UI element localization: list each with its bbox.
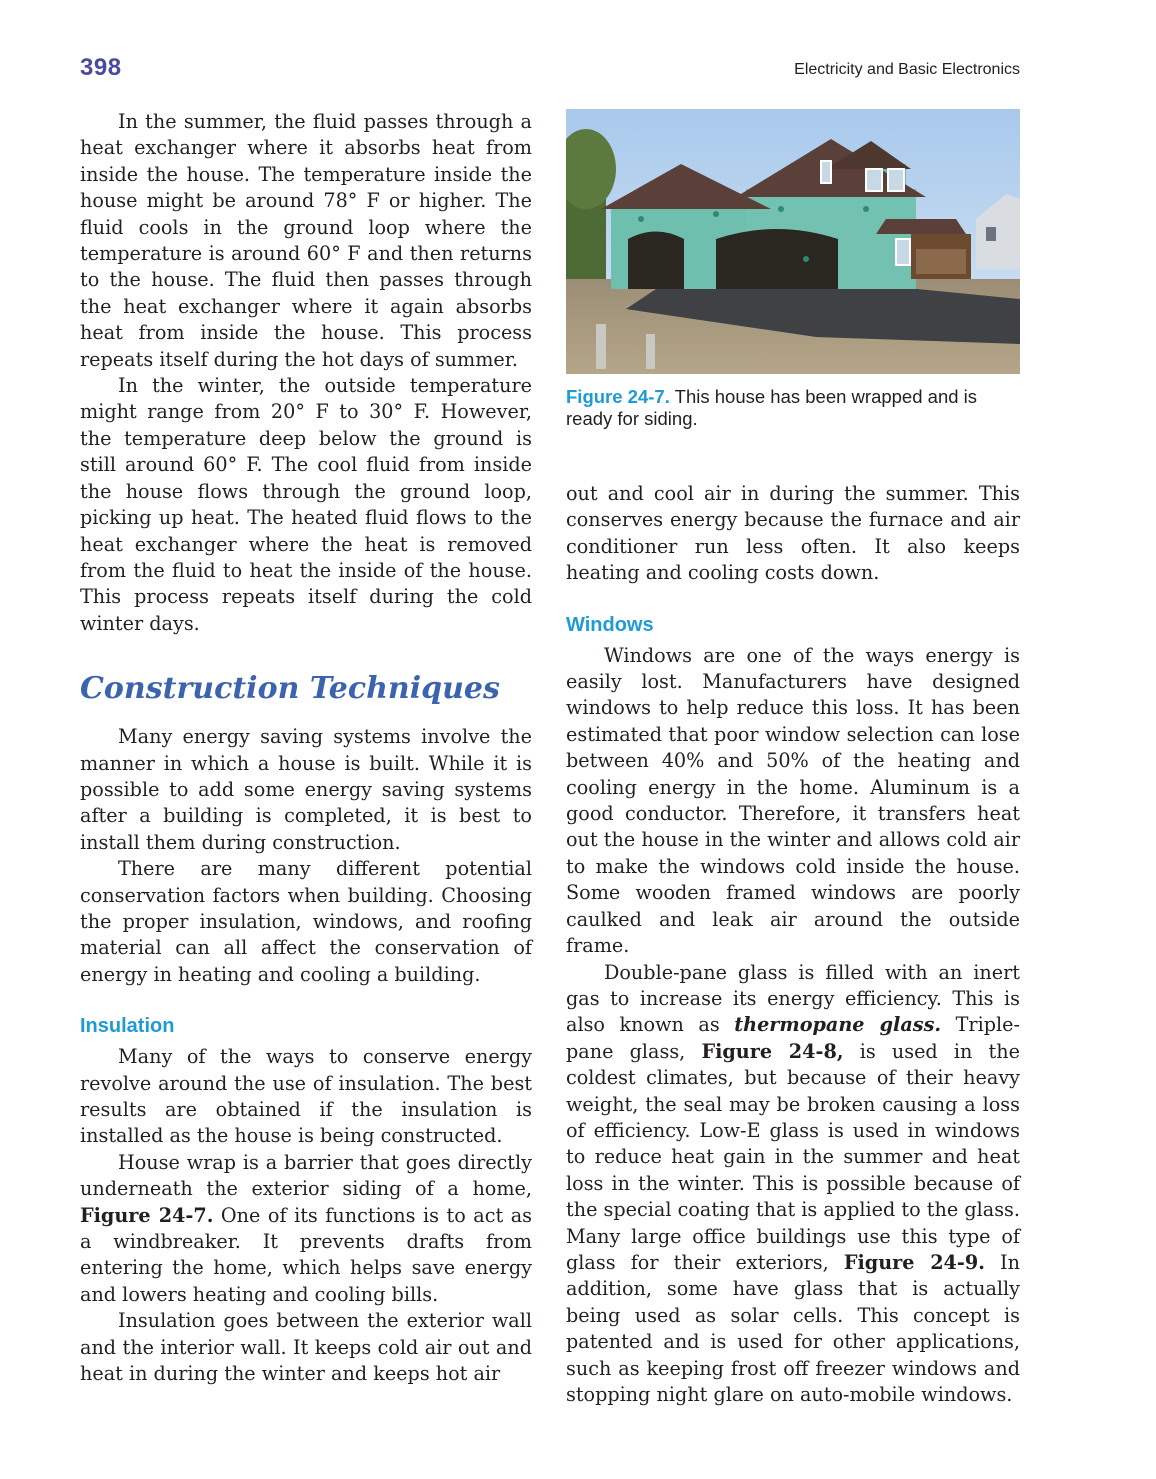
figure-label: Figure 24-7. [566, 386, 670, 407]
paragraph-house-wrap [80, 1150, 532, 1308]
right-column [566, 109, 1020, 1408]
paragraph-insulation: Many of the ways to conserve energy revolve around the use of insulation. The best results are obtained if the insulation is installed as the house is being constructed. [80, 1045, 532, 1148]
term-thermopane: thermopane glass. [734, 1013, 942, 1037]
running-head: Electricity and Basic Electronics [794, 61, 1020, 78]
figure-reference-24-8: Figure 24-8, [701, 1039, 844, 1063]
paragraph-conservation-factors: There are many different potential conservation factors when building. Choosing the proper insulation, windows, and roofing material can all affect the conservation of energy in heating and cooling a building. [80, 857, 532, 986]
paragraph-construction-intro: Many energy saving systems involve the manner in which a house is built. While it is possible to add some energy saving systems after a building is completed, it is best to install them during construction. [80, 725, 532, 854]
figure-reference-24-9: Figure 24-9. [843, 1250, 985, 1274]
paragraph-insulation-walls: Insulation goes between the exterior wall and the interior wall. It keeps cold air out and heat in during the winter and keeps hot air [80, 1309, 532, 1386]
figure-reference: Figure 24-7. [80, 1203, 214, 1227]
paragraph-windows: Windows are one of the ways energy is easily lost. Manufacturers have designed windows to help reduce this loss. It has been estimated that poor window selection can lose between 40% and 50% of the heating and cooling energy in the home. Aluminum is a good conductor. Therefore, it transfers heat out the house in the winter and allows cold air to make the windows cold inside the house. Some wooden framed windows are poorly caulked and leak air around the outside frame. [566, 643, 1020, 958]
paragraph-continued: out and cool air in during the summer. This conserves energy because the furnace and air conditioner run less often. It also keeps heating and cooling costs down. [566, 482, 1020, 585]
page-number: 398 [80, 54, 122, 81]
double-pane-text-b: Triple-pane glass, [566, 1013, 1021, 1063]
windows-heading: Windows [566, 613, 654, 636]
figure-caption-text: This house has been wrapped and is ready for siding. [566, 386, 978, 429]
paragraph-summer: In the summer, the fluid passes through a heat exchanger where it absorbs heat from inside the house. The temperature inside the house might be around 78° F or higher. The fluid cools in the ground loop where the temperature is around 60° F and then returns to the house. The fluid then passes through the heat exchanger where it again absorbs heat from inside the house. This process repeats itself during the hot days of summer. [80, 110, 532, 371]
figure-caption [566, 386, 1020, 430]
left-column [80, 109, 532, 1387]
paragraph-double-pane [566, 960, 1020, 1409]
right-text-block [566, 481, 1020, 1408]
double-pane-text-c: is used in the coldest climates, but because of their heavy weight, the seal may be broken causing a loss of efficiency. Low-E glass is used in windows to reduce heat gain in the summer and heat loss in the winter. This is possible because of the special coating that is applied to the glass. Many large office buildings use this type of glass for their exteriors, [566, 1039, 1020, 1274]
house-wrap-text-b: One of its functions is to act as a windbreaker. It prevents drafts from entering the home, which helps save energy and lowers heating and cooling bills. [80, 1203, 532, 1306]
double-pane-text-a: Double-pane glass is filled with an inert gas to increase its energy efficiency. This is also known as [566, 960, 1020, 1037]
figure-photo-house [566, 109, 1020, 374]
section-title: Construction Techniques [80, 671, 500, 707]
insulation-heading: Insulation [80, 1015, 175, 1038]
house-wrap-text-a: House wrap is a barrier that goes directly underneath the exterior siding of a home, [80, 1150, 532, 1201]
double-pane-text-d: In addition, some have glass that is actually being used as solar cells. This concept is patented and is used for other applications, such as keeping frost off freezer windows and stopping night glare on auto-mobile windows. [566, 1250, 1020, 1406]
paragraph-winter: In the winter, the outside temperature might range from 20° F to 30° F. However, the temperature deep below the ground is still around 60° F. The cool fluid from inside the house flows through the ground loop, picking up heat. The heated fluid flows to the heat exchanger where the heat is removed from the fluid to heat the inside of the house. This process repeats itself during the cold winter days. [80, 374, 532, 635]
